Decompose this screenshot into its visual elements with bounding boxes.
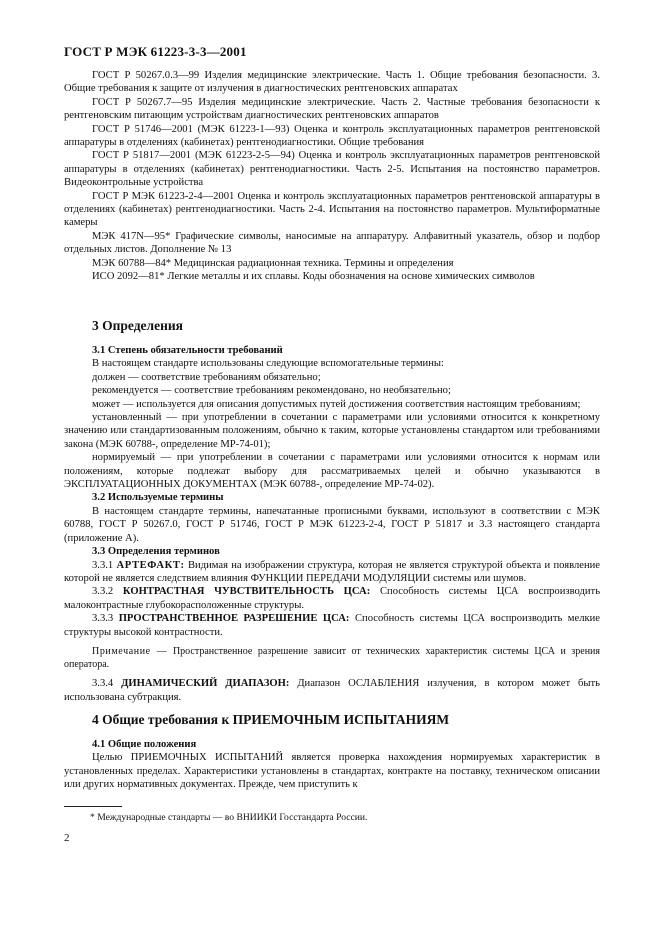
paragraph: В настоящем стандарте термины, напечатанные прописными буквами, используют в соответствии с МЭК 60788, ГОСТ Р 50267.0, ГОСТ Р 51746, ГОСТ Р МЭК 61223-2-4, ГОСТ Р 51817 и 3.3 настоящего стандарта (приложение А). — [64, 505, 600, 544]
term-definition — [64, 612, 600, 639]
paragraph: может — используется для описания допустимых путей достижения соответствия настоящим требованиям; — [92, 398, 581, 410]
note-label: Примечание — — [92, 645, 168, 657]
page-header: ГОСТ Р МЭК 61223-3-3—2001 — [64, 44, 247, 59]
term-definition — [64, 559, 600, 586]
paragraph: В настоящем стандарте использованы следующие вспомогательные термины: — [92, 358, 444, 370]
section-3 — [64, 318, 600, 704]
paragraph: нормируемый — при употреблении в сочетании с параметрами или условиями относится к нормам или положениям, которые подлежат выбору для рассматриваемых целей и обычно указываются в ЭКСПЛУАТАЦИОННЫХ ДОКУМЕНТАХ (МЭК 60788-, определение МР-74-02). — [64, 452, 600, 491]
term-name: АРТЕФАКТ: — [116, 559, 185, 571]
note — [64, 645, 600, 671]
section-3-heading: 3 Определения — [92, 318, 183, 333]
term-definition — [64, 677, 600, 704]
term-number: 3.3.1 — [92, 559, 114, 571]
section-4-heading: 4 Общие требования к ПРИЕМОЧНЫМ ИСПЫТАНИЯМ — [92, 712, 450, 727]
term-name: КОНТРАСТНАЯ ЧУВСТВИТЕЛЬНОСТЬ ЦСА: — [122, 586, 371, 598]
term-text: Способность системы ЦСА воспроизводить мелкие структуры высокой контрастности. — [64, 613, 601, 638]
paragraph: должен — соответствие требованиям обязательно; — [92, 371, 321, 383]
note-text: Пространственное разрешение зависит от технических характеристик системы ЦСА и зрения оператора. — [64, 645, 600, 671]
page-number: 2 — [64, 832, 70, 844]
paragraph: рекомендуется — соответствие требованиям рекомендовано, но необязательно; — [92, 385, 451, 397]
subsection-3-3-heading: 3.3 Определения терминов — [92, 546, 220, 558]
reference-item: ГОСТ Р МЭК 61223-2-4—2001 Оценка и контроль эксплуатационных параметров рентгеновской аппаратуры в отделениях (кабинетах) рентгенодиагностики. Часть 2-4. Испытания на постоянство параметров. Мультиформатные камеры — [64, 190, 600, 229]
reference-item: ГОСТ Р 51817—2001 (МЭК 61223-2-5—94) Оценка и контроль эксплуатационных параметров рентгеновской аппаратуры в отделениях (кабинетах) рентгенодиагностики. Часть 2-5. Испытания на постоянство параметров. Видеоконтрольные устройства — [64, 150, 600, 189]
footnote: * Международные стандарты — во ВНИИКИ Госстандарта России. — [90, 812, 368, 823]
paragraph: установленный — при употреблении в сочетании с параметрами или условиями относится к конкретному значению или стандартизованным положениям, обычно к таким, которые установлены стандартом или требованиями закона (МЭК 60788-, определение МР-74-01); — [64, 412, 600, 450]
reference-item: МЭК 60788—84* Медицинская радиационная техника. Термины и определения — [92, 257, 454, 269]
section-4 — [64, 712, 600, 792]
reference-item: ИСО 2092—81* Легкие металлы и их сплавы. Коды обозначения на основе химических символов — [92, 271, 535, 283]
reference-item: ГОСТ Р 51746—2001 (МЭК 61223-1—93) Оценка и контроль эксплуатационных параметров рентгеновской аппаратуры в отделениях (кабинетах) рентгенодиагностики. Общие требования — [64, 123, 600, 149]
term-number: 3.3.4 — [92, 678, 114, 690]
subsection-3-1-heading: 3.1 Степень обязательности требований — [92, 345, 283, 356]
footnote-divider — [64, 806, 122, 807]
term-number: 3.3.3 — [92, 613, 114, 625]
reference-item: МЭК 417N—95* Графические символы, наносимые на аппаратуру. Алфавитный указатель, обзор и подбор отдельных листов. Дополнение № 13 — [64, 230, 600, 256]
term-number: 3.3.2 — [92, 586, 114, 598]
subsection-3-2-heading: 3.2 Используемые термины — [92, 492, 224, 504]
term-name: ПРОСТРАНСТВЕННОЕ РАЗРЕШЕНИЕ ЦСА: — [118, 613, 350, 625]
term-name: ДИНАМИЧЕСКИЙ ДИАПАЗОН: — [121, 678, 290, 690]
normative-references — [64, 69, 600, 284]
term-definition — [64, 585, 600, 612]
paragraph: Целью ПРИЕМОЧНЫХ ИСПЫТАНИЙ является проверка нахождения нормируемых характеристик в установленных пределах. Характеристики установлены в стандартах, контракте на поставку, техническом описании или других нормативных документах. Прежде, чем приступить к — [64, 752, 600, 791]
term-text: Видимая на изображении структура, которая не является структурой объекта и появление которой не является следствием влияния ФУНКЦИИ ПЕРЕДАЧИ МОДУЛЯЦИИ системы или шумов. — [64, 559, 601, 584]
reference-item: ГОСТ Р 50267.0.3—99 Изделия медицинские электрические. Часть 1. Общие требования безопасности. 3. Общие требования к защите от излучения в диагностических рентгеновских аппаратах — [64, 70, 600, 95]
subsection-4-1-heading: 4.1 Общие положения — [92, 739, 197, 750]
reference-item: ГОСТ Р 50267.7—95 Изделия медицинские электрические. Часть 2. Частные требования безопасности к рентгеновским питающим устройствам диагностических рентгеновских аппаратов — [64, 96, 600, 122]
term-text: Способность системы ЦСА воспроизводить малоконтрастные глубокорасположенные структуры. — [64, 586, 601, 611]
term-text: Диапазон ОСЛАБЛЕНИЯ излучения, в котором может быть использована субтракция. — [64, 678, 600, 703]
